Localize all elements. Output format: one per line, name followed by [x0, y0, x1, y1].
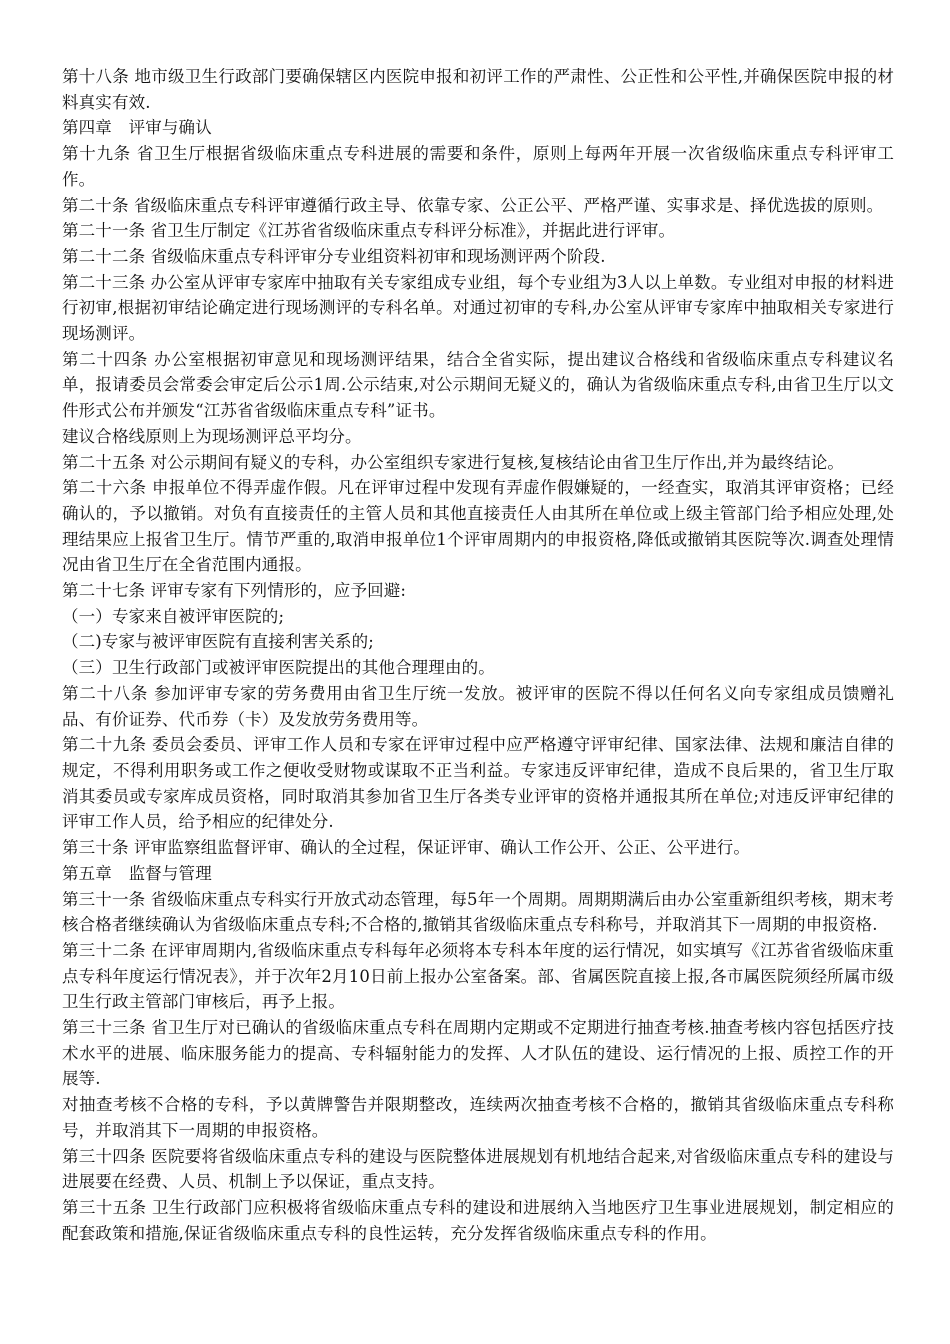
article-27-item-2: （二)专家与被评审医院有直接利害关系的; [62, 632, 374, 652]
article-19: 第十九条 省卫生厅根据省级临床重点专科进展的需要和条件，原则上每两年开展一次省级临床重点专科评审工作。 [62, 144, 894, 189]
article-25: 第二十五条 对公示期间有疑义的专科，办公室组织专家进行复核,复核结论由省卫生厅作出,并为最终结论。 [62, 452, 845, 472]
chapter-5-heading: 第五章 监督与管理 [62, 863, 212, 883]
article-33-note: 对抽查考核不合格的专科，予以黄牌警告并限期整改，连续两次抽查考核不合格的，撤销其省级临床重点专科称号，并取消其下一周期的申报资格。 [62, 1095, 894, 1140]
article-33: 第三十三条 省卫生厅对已确认的省级临床重点专科在周期内定期或不定期进行抽查考核.抽查考核内容包括医疗技术水平的进展、临床服务能力的提高、专科辐射能力的发挥、人才队伍的建设、运行情况的上报、质控工作的开展等. [62, 1018, 894, 1089]
article-35: 第三十五条 卫生行政部门应积极将省级临床重点专科的建设和进展纳入当地医疗卫生事业进展规划，制定相应的配套政策和措施,保证省级临床重点专科的良性运转，充分发挥省级临床重点专科的作用。 [62, 1197, 894, 1243]
article-26: 第二十六条 申报单位不得弄虚作假。凡在评审过程中发现有弄虚作假嫌疑的，一经查实，取消其评审资格；已经确认的，予以撤销。对负有直接责任的主管人员和其他直接责任人由其所在单位或上级主管部门给予相应处理,处理结果应上报省卫生厅。情节严重的,取消申报单位1个评审周期内的申报资格,降低或撤销其医院等次.调查处理情况由省卫生厅在全省范围内通报。 [62, 478, 894, 575]
article-27-item-3: （三）卫生行政部门或被评审医院提出的其他合理理由的。 [62, 658, 495, 678]
chapter-4-heading: 第四章 评审与确认 [62, 118, 212, 138]
article-22: 第二十二条 省级临床重点专科评审分专业组资料初审和现场测评两个阶段. [62, 246, 606, 266]
article-23: 第二十三条 办公室从评审专家库中抽取有关专家组成专业组，每个专业组为3人以上单数。专业组对申报的材料进行初审,根据初审结论确定进行现场测评的专科名单。对通过初审的专科,办公室从评审专家库中抽取相关专家进行现场测评。 [62, 272, 894, 344]
article-29: 第二十九条 委员会委员、评审工作人员和专家在评审过程中应严格遵守评审纪律、国家法律、法规和廉洁自律的规定，不得利用职务或工作之便收受财物或谋取不正当利益。专家违反评审纪律，造成不良后果的，省卫生厅取消其委员或专家库成员资格，同时取消其参加省卫生厅各类专业评审的资格并通报其所在单位;对违反评审纪律的评审工作人员，给予相应的纪律处分. [62, 735, 894, 832]
article-24-note: 建议合格线原则上为现场测评总平均分。 [62, 426, 362, 446]
article-20: 第二十条 省级临床重点专科评审遵循行政主导、依靠专家、公正公平、严格严谨、实事求是、择优选拔的原则。 [62, 195, 884, 215]
article-32: 第三十二条 在评审周期内,省级临床重点专科每年必须将本专科本年度的运行情况，如实填写《江苏省省级临床重点专科年度运行情况表》，并于次年2月10日前上报办公室备案。部、省属医院直接上报,各市属医院须经所属市级卫生行政主管部门审核后，再予上报。 [62, 940, 894, 1012]
article-31: 第三十一条 省级临床重点专科实行开放式动态管理，每5年一个周期。周期期满后由办公室重新组织考核，期末考核合格者继续确认为省级临床重点专科;不合格的,撤销其省级临床重点专科称号，并取消其下一周期的申报资格. [62, 889, 894, 935]
article-28: 第二十八条 参加评审专家的劳务费用由省卫生厅统一发放。被评审的医院不得以任何名义向专家组成员馈赠礼品、有价证券、代币券（卡）及发放劳务费用等。 [62, 683, 894, 729]
article-21: 第二十一条 省卫生厅制定《江苏省省级临床重点专科评分标准》，并据此进行评审。 [62, 221, 676, 241]
article-24: 第二十四条 办公室根据初审意见和现场测评结果，结合全省实际，提出建议合格线和省级临床重点专科建议名单，报请委员会常委会审定后公示1周.公示结束,对公示期间无疑义的，确认为省级临床重点专科,由省卫生厅以文件形式公布并颁发“江苏省省级临床重点专科”证书。 [62, 349, 894, 421]
article-30: 第三十条 评审监察组监督评审、确认的全过程，保证评审、确认工作公开、公正、公平进行。 [62, 838, 751, 858]
article-27-item-1: （一）专家来自被评审医院的; [62, 606, 285, 626]
article-34: 第三十四条 医院要将省级临床重点专科的建设与医院整体进展规划有机地结合起来,对省级临床重点专科的建设与进展要在经费、人员、机制上予以保证，重点支持。 [62, 1146, 894, 1192]
article-27: 第二十七条 评审专家有下列情形的，应予回避: [62, 581, 407, 601]
article-18: 第十八条 地市级卫生行政部门要确保辖区内医院申报和初评工作的严肃性、公正性和公平性,并确保医院申报的材料真实有效. [62, 67, 894, 112]
